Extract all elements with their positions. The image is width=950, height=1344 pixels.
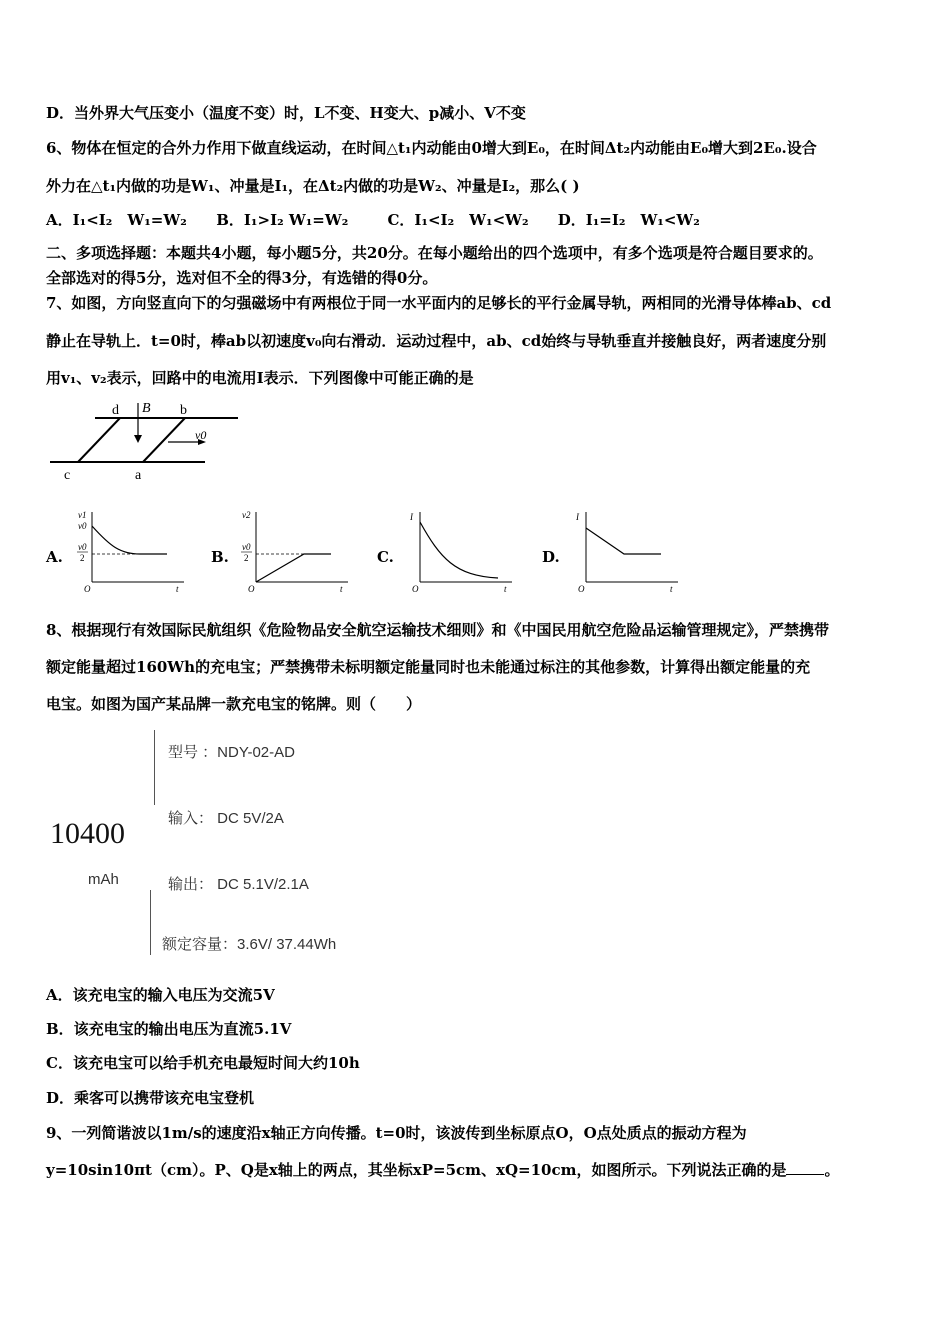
graph-option-a-label[interactable]: A.	[46, 548, 63, 566]
nameplate-divider-bottom	[150, 890, 151, 955]
nameplate-model: 型号 ：NDY-02-AD	[168, 744, 295, 761]
graph-d	[566, 508, 681, 596]
q6-stem-2: 外力在△t₁内做的功是W₁、冲量是I₁，在Δt₂内做的功是W₂、冲量是I₂，那么( )	[46, 177, 580, 195]
q6-stem-1: 6、物体在恒定的合外力作用下做直线运动，在时间△t₁内动能由0增大到E₀，在时间Δt₂内动能由E₀增大到2E₀.设合	[46, 139, 817, 157]
q8-stem-3: 电宝。如图为国产某品牌一款充电宝的铭牌。则（ ）	[46, 695, 422, 713]
rails-figure	[40, 395, 260, 485]
graph-b-y1: v2	[242, 510, 251, 520]
graph-d-t: t	[670, 584, 673, 594]
label-b: b	[180, 403, 187, 418]
q5-option-d: D．当外界大气压变小（温度不变）时，L不变、H变大、p减小、V不变	[46, 104, 526, 122]
q7-stem-2: 静止在导轨上．t=0时，棒ab以初速度v₀向右滑动．运动过程中，ab、cd始终与导轨垂直并接触良好，两者速度分别	[46, 332, 827, 350]
graph-option-c-label[interactable]: C.	[377, 548, 394, 566]
field-arrowhead	[134, 435, 142, 443]
graph-a	[72, 508, 187, 596]
q8-stem-2: 额定能量超过160Wh的充电宝；严禁携带未标明额定能量同时也未能通过标注的其他参数，计算得出额定能量的充	[46, 658, 811, 676]
q7-stem-1: 7、如图，方向竖直向下的匀强磁场中有两根位于同一水平面内的足够长的平行金属导轨，两相同的光滑导体棒ab、cd	[46, 294, 832, 312]
graph-c-y: I	[410, 512, 413, 522]
graph-c-origin: O	[412, 584, 419, 594]
graph-option-d-label[interactable]: D.	[542, 548, 560, 566]
q6-option-c[interactable]: C．I₁<I₂ W₁<W₂	[387, 211, 529, 229]
label-d: d	[112, 403, 119, 418]
nameplate-divider-top	[154, 730, 155, 805]
label-a: a	[135, 468, 142, 483]
q9-stem-2-end: 。	[824, 1161, 840, 1179]
q9-stem-2-text: y=10sin10πt（cm）。P、Q是x轴上的两点，其坐标xP=5cm、xQ=10cm，如图所示。下列说法正确的是	[46, 1161, 787, 1179]
graph-a-half-den: 2	[80, 553, 85, 563]
section2-intro-1: 二、多项选择题：本题共4小题，每小题5分，共20分。在每小题给出的四个选项中，有多个选项是符合题目要求的。	[46, 244, 823, 262]
graph-a-origin: O	[84, 584, 91, 594]
graph-a-y2: v0	[78, 521, 87, 531]
q6-option-a[interactable]: A．I₁<I₂ W₁=W₂	[46, 211, 187, 229]
graph-a-t: t	[176, 584, 179, 594]
graph-b-origin: O	[248, 584, 255, 594]
q8-option-c[interactable]: C．该充电宝可以给手机充电最短时间大约10h	[46, 1054, 360, 1072]
q8-option-b[interactable]: B．该充电宝的输出电压为直流5.1V	[46, 1020, 292, 1038]
graph-c	[400, 508, 515, 596]
graph-b	[236, 508, 351, 596]
nameplate-output: 输出： DC 5.1V/2.1A	[168, 876, 309, 893]
q8-option-a[interactable]: A．该充电宝的输入电压为交流5V	[46, 986, 275, 1004]
q7-stem-3: 用v₁、v₂表示，回路中的电流用I表示．下列图像中可能正确的是	[46, 369, 474, 387]
rod-cd	[78, 418, 120, 462]
section2-intro-2: 全部选对的得5分，选对但不全的得3分，有选错的得0分。	[46, 269, 438, 287]
label-B: B	[142, 401, 151, 416]
nameplate-unit: mAh	[88, 871, 119, 888]
q8-stem-1: 8、根据现行有效国际民航组织《危险物品安全航空运输技术细则》和《中国民用航空危险品运输管理规定》，严禁携带	[46, 621, 829, 639]
label-c: c	[64, 468, 71, 483]
graph-c-t: t	[504, 584, 507, 594]
graph-option-b-label[interactable]: B.	[211, 548, 229, 566]
nameplate-input: 输入： DC 5V/2A	[168, 810, 284, 827]
graph-a-half-num: v0	[78, 542, 87, 552]
q9-stem-2	[46, 1160, 840, 1180]
graph-d-y: I	[576, 512, 579, 522]
graph-a-y1: v1	[78, 510, 87, 520]
graph-b-half-num: v0	[242, 542, 251, 552]
nameplate-rated: 额定容量：3.6V/ 37.44Wh	[162, 936, 337, 953]
graph-b-t: t	[340, 584, 343, 594]
q6-option-b[interactable]: B．I₁>I₂ W₁=W₂	[216, 211, 349, 229]
q8-option-d[interactable]: D．乘客可以携带该充电宝登机	[46, 1089, 255, 1107]
q6-option-d[interactable]: D．I₁=I₂ W₁<W₂	[557, 211, 700, 229]
label-v0: v0	[195, 428, 207, 442]
answer-blank[interactable]	[786, 1160, 824, 1175]
rod-ab	[143, 418, 185, 462]
nameplate-capacity: 10400	[50, 817, 125, 850]
power-bank-nameplate	[40, 725, 400, 965]
q9-stem-1: 9、一列简谐波以1m/s的速度沿x轴正方向传播。t=0时，该波传到坐标原点O，O点处质点的振动方程为	[46, 1124, 747, 1142]
q6-options	[46, 210, 700, 230]
graph-b-half-den: 2	[244, 553, 249, 563]
graph-d-origin: O	[578, 584, 585, 594]
